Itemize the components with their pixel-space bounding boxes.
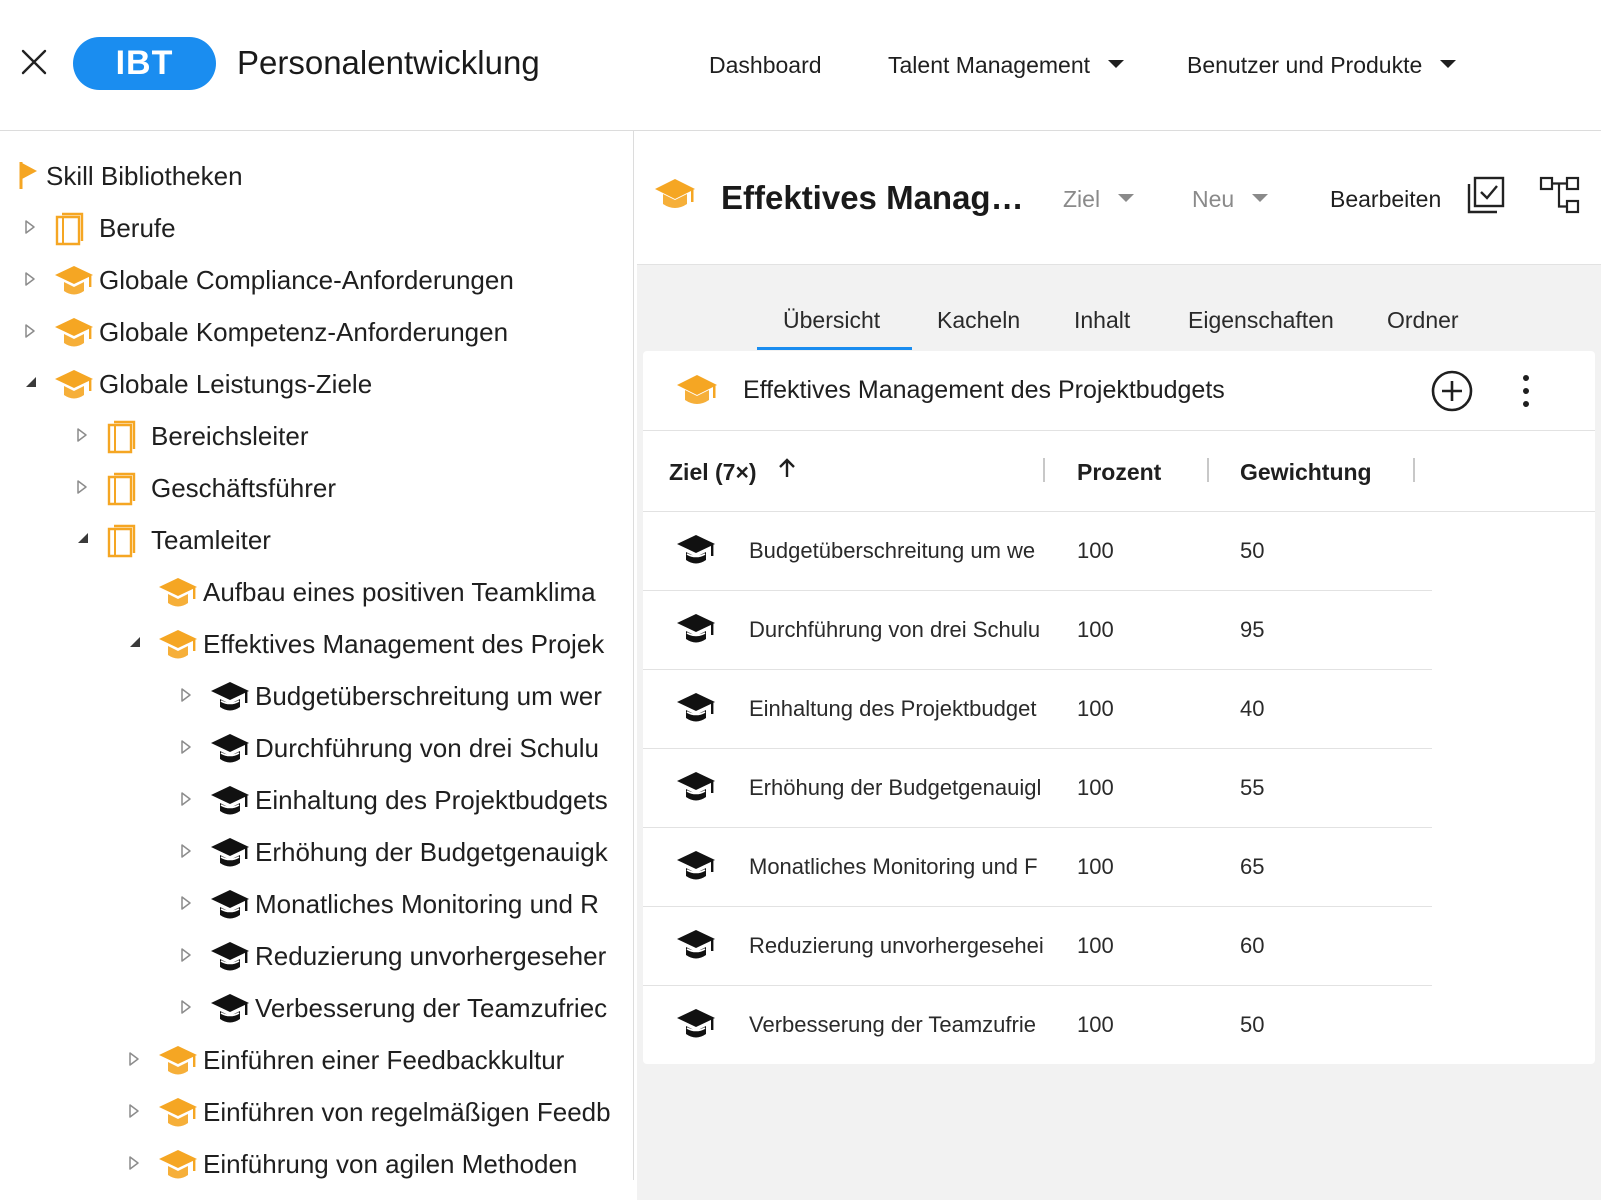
tree-item[interactable] (0, 363, 634, 403)
add-circle-icon[interactable] (1430, 369, 1474, 413)
sort-ascending-icon[interactable] (777, 457, 797, 485)
tree-item[interactable] (0, 623, 634, 663)
mortarboard-orange-icon (157, 627, 199, 668)
content-area (637, 265, 1601, 1200)
table-row[interactable] (643, 828, 1432, 907)
tree-item-label: Verbesserung der Teamzufriec (255, 993, 608, 1023)
tree-item[interactable] (0, 831, 634, 871)
chevron-down-icon (1108, 60, 1124, 68)
top-bar (0, 0, 1601, 131)
mortarboard-black-icon (675, 848, 717, 889)
mortarboard-orange-icon (53, 263, 95, 304)
close-icon[interactable] (18, 46, 50, 78)
tree-item-label: Effektives Management des Projek (203, 629, 605, 659)
type-dropdown-label: Ziel (1063, 186, 1101, 212)
collapsed-arrow-icon[interactable] (180, 791, 192, 812)
tab-uebersicht[interactable]: Übersicht (783, 307, 881, 333)
tree-item[interactable] (0, 1091, 634, 1131)
collapsed-arrow-icon[interactable] (180, 739, 192, 760)
folder-book-icon (105, 523, 137, 564)
mortarboard-orange-icon (53, 367, 95, 408)
tree-item-label: Monatliches Monitoring und R (255, 889, 599, 919)
tree-item-label: Aufbau eines positiven Teamklima (203, 577, 596, 607)
column-resize-handle[interactable] (1043, 458, 1045, 482)
tree-item[interactable] (0, 935, 634, 975)
mortarboard-black-icon (209, 939, 251, 980)
percent-cell: 100 (1077, 617, 1114, 642)
tree-item-label: Erhöhung der Budgetgenauigk (255, 837, 608, 867)
percent-cell: 100 (1077, 1012, 1114, 1037)
weight-cell: 95 (1240, 617, 1265, 642)
app-title: Personalentwicklung (237, 44, 540, 81)
tree-item[interactable] (0, 571, 634, 611)
mortarboard-black-icon (675, 769, 717, 810)
tab-kacheln[interactable]: Kacheln (937, 307, 1021, 333)
collapsed-arrow-icon[interactable] (180, 999, 192, 1020)
ibt-logo[interactable]: IBT (73, 37, 216, 90)
table-header (643, 431, 1595, 512)
column-header-ziel-label: Ziel (7×) (669, 459, 757, 485)
tree-item[interactable] (0, 259, 634, 299)
library-flag-icon (18, 159, 40, 198)
nav-benutzer-produkte-label: Benutzer und Produkte (1187, 52, 1423, 78)
percent-cell: 100 (1077, 854, 1114, 879)
goal-name-cell: Verbesserung der Teamzufrie (749, 1012, 1036, 1037)
collapsed-arrow-icon[interactable] (76, 479, 88, 500)
weight-cell: 60 (1240, 933, 1265, 958)
table-row[interactable] (643, 986, 1432, 1065)
collapsed-arrow-icon[interactable] (180, 947, 192, 968)
collapsed-arrow-icon[interactable] (180, 687, 192, 708)
mortarboard-black-icon (209, 835, 251, 876)
tree-item-label: Berufe (99, 213, 176, 243)
collapsed-arrow-icon[interactable] (24, 271, 36, 292)
type-dropdown[interactable] (1063, 186, 1134, 213)
mortarboard-black-icon (675, 690, 717, 731)
chevron-down-icon (1440, 60, 1456, 68)
tab-ordner[interactable]: Ordner (1387, 307, 1459, 333)
tree-item-label: Reduzierung unvorhergeseher (255, 941, 607, 971)
new-dropdown[interactable] (1192, 186, 1268, 213)
tree-item-label: Durchführung von drei Schulu (255, 733, 599, 763)
goal-name-cell: Durchführung von drei Schulu (749, 617, 1041, 642)
goal-name-cell: Einhaltung des Projektbudget (749, 696, 1037, 721)
checklist-icon[interactable] (1466, 175, 1506, 220)
table-row[interactable] (643, 512, 1432, 591)
collapsed-arrow-icon[interactable] (128, 1103, 140, 1124)
collapsed-arrow-icon[interactable] (180, 895, 192, 916)
percent-cell: 100 (1077, 538, 1114, 563)
new-dropdown-label: Neu (1192, 186, 1235, 212)
weight-cell: 50 (1240, 1012, 1265, 1037)
more-vertical-icon[interactable] (1519, 371, 1533, 411)
nav-talent-management-label: Talent Management (888, 52, 1091, 78)
nav-dashboard-label: Dashboard (709, 52, 822, 78)
tree-item[interactable] (0, 155, 634, 195)
tree-item[interactable] (0, 519, 634, 559)
tree-item-label: Geschäftsführer (151, 473, 336, 503)
tree-item-label: Einführen von regelmäßigen Feedb (203, 1097, 611, 1127)
expanded-arrow-icon[interactable] (24, 375, 38, 394)
table-row[interactable] (643, 907, 1432, 986)
mortarboard-orange-icon (157, 1147, 199, 1180)
collapsed-arrow-icon[interactable] (128, 1051, 140, 1072)
goal-name-cell: Reduzierung unvorhergesehei (749, 933, 1044, 958)
weight-cell: 55 (1240, 775, 1265, 800)
tree-item[interactable] (0, 727, 634, 767)
tree-item-label: Einhaltung des Projektbudgets (255, 785, 608, 815)
tree-item[interactable] (0, 467, 634, 507)
hierarchy-icon[interactable] (1539, 175, 1581, 220)
weight-cell: 65 (1240, 854, 1265, 879)
goal-name-cell: Budgetüberschreitung um we (749, 538, 1036, 563)
collapsed-arrow-icon[interactable] (24, 219, 36, 240)
tree-item[interactable] (0, 415, 634, 455)
detail-title: Effektives Manag… (721, 179, 1024, 216)
edit-button[interactable]: Bearbeiten (1330, 186, 1442, 212)
navigation-tree (0, 131, 634, 1180)
mortarboard-black-icon (675, 532, 717, 573)
tab-eigenschaften[interactable]: Eigenschaften (1188, 307, 1334, 333)
tree-item[interactable] (0, 675, 634, 715)
card-title: Effektives Management des Projektbudgets (743, 376, 1225, 404)
tree-item-label: Globale Kompetenz-Anforderungen (99, 317, 509, 347)
expanded-arrow-icon[interactable] (128, 635, 142, 654)
mortarboard-orange-icon (157, 575, 199, 616)
collapsed-arrow-icon[interactable] (24, 323, 36, 344)
column-header-prozent[interactable]: Prozent (1077, 459, 1162, 485)
tree-item[interactable] (0, 1039, 634, 1079)
tree-item-label: Globale Compliance-Anforderungen (99, 265, 514, 295)
nav-dashboard[interactable] (709, 52, 822, 79)
mortarboard-orange-icon (157, 1095, 199, 1136)
mortarboard-orange-icon (675, 371, 719, 416)
chevron-down-icon (1252, 194, 1268, 202)
tree-item-label: Einführung von agilen Methoden (203, 1149, 578, 1179)
collapsed-arrow-icon[interactable] (128, 1155, 140, 1176)
card-header (643, 351, 1595, 431)
goal-card (643, 351, 1595, 1064)
tree-item-label: Einführen einer Feedbackkultur (203, 1045, 565, 1075)
mortarboard-orange-icon (653, 175, 697, 220)
table-row[interactable] (643, 591, 1432, 670)
table-row[interactable] (643, 670, 1432, 749)
weight-cell: 50 (1240, 538, 1265, 563)
folder-book-icon (53, 211, 85, 252)
collapsed-arrow-icon[interactable] (180, 843, 192, 864)
percent-cell: 100 (1077, 933, 1114, 958)
mortarboard-orange-icon (157, 1043, 199, 1084)
tree-item[interactable] (0, 987, 634, 1027)
folder-book-icon (105, 419, 137, 460)
tree-item[interactable] (0, 311, 634, 351)
nav-benutzer-produkte[interactable] (1187, 52, 1456, 79)
column-header-gewichtung[interactable]: Gewichtung (1240, 459, 1372, 485)
mortarboard-black-icon (675, 611, 717, 652)
percent-cell: 100 (1077, 775, 1114, 800)
tree-item[interactable] (0, 207, 634, 247)
column-resize-handle[interactable] (1413, 458, 1415, 482)
tree-item[interactable] (0, 883, 634, 923)
mortarboard-orange-icon (53, 315, 95, 356)
percent-cell: 100 (1077, 696, 1114, 721)
mortarboard-black-icon (209, 887, 251, 928)
chevron-down-icon (1118, 194, 1134, 202)
tree-item-label: Bereichsleiter (151, 421, 309, 451)
nav-talent-management[interactable] (888, 52, 1124, 79)
goal-name-cell: Monatliches Monitoring und F (749, 854, 1038, 879)
mortarboard-black-icon (675, 927, 717, 968)
folder-book-icon (105, 471, 137, 512)
tree-item[interactable] (0, 779, 634, 819)
mortarboard-black-icon (209, 679, 251, 720)
tree-item-label: Budgetüberschreitung um wer (255, 681, 602, 711)
mortarboard-black-icon (209, 731, 251, 772)
tab-inhalt[interactable]: Inhalt (1074, 307, 1131, 333)
column-header-ziel[interactable] (669, 459, 797, 488)
active-tab-indicator (757, 347, 912, 350)
detail-header (637, 131, 1601, 265)
mortarboard-black-icon (675, 1006, 717, 1047)
weight-cell: 40 (1240, 696, 1265, 721)
table-row[interactable] (643, 749, 1432, 828)
expanded-arrow-icon[interactable] (76, 531, 90, 550)
tree-item[interactable] (0, 1143, 634, 1180)
mortarboard-black-icon (209, 991, 251, 1032)
collapsed-arrow-icon[interactable] (76, 427, 88, 448)
column-resize-handle[interactable] (1207, 458, 1209, 482)
goal-name-cell: Erhöhung der Budgetgenauigl (749, 775, 1042, 800)
tree-item-label: Globale Leistungs-Ziele (99, 369, 373, 399)
tree-item-label: Skill Bibliotheken (46, 161, 243, 191)
mortarboard-black-icon (209, 783, 251, 824)
tree-item-label: Teamleiter (151, 525, 271, 555)
